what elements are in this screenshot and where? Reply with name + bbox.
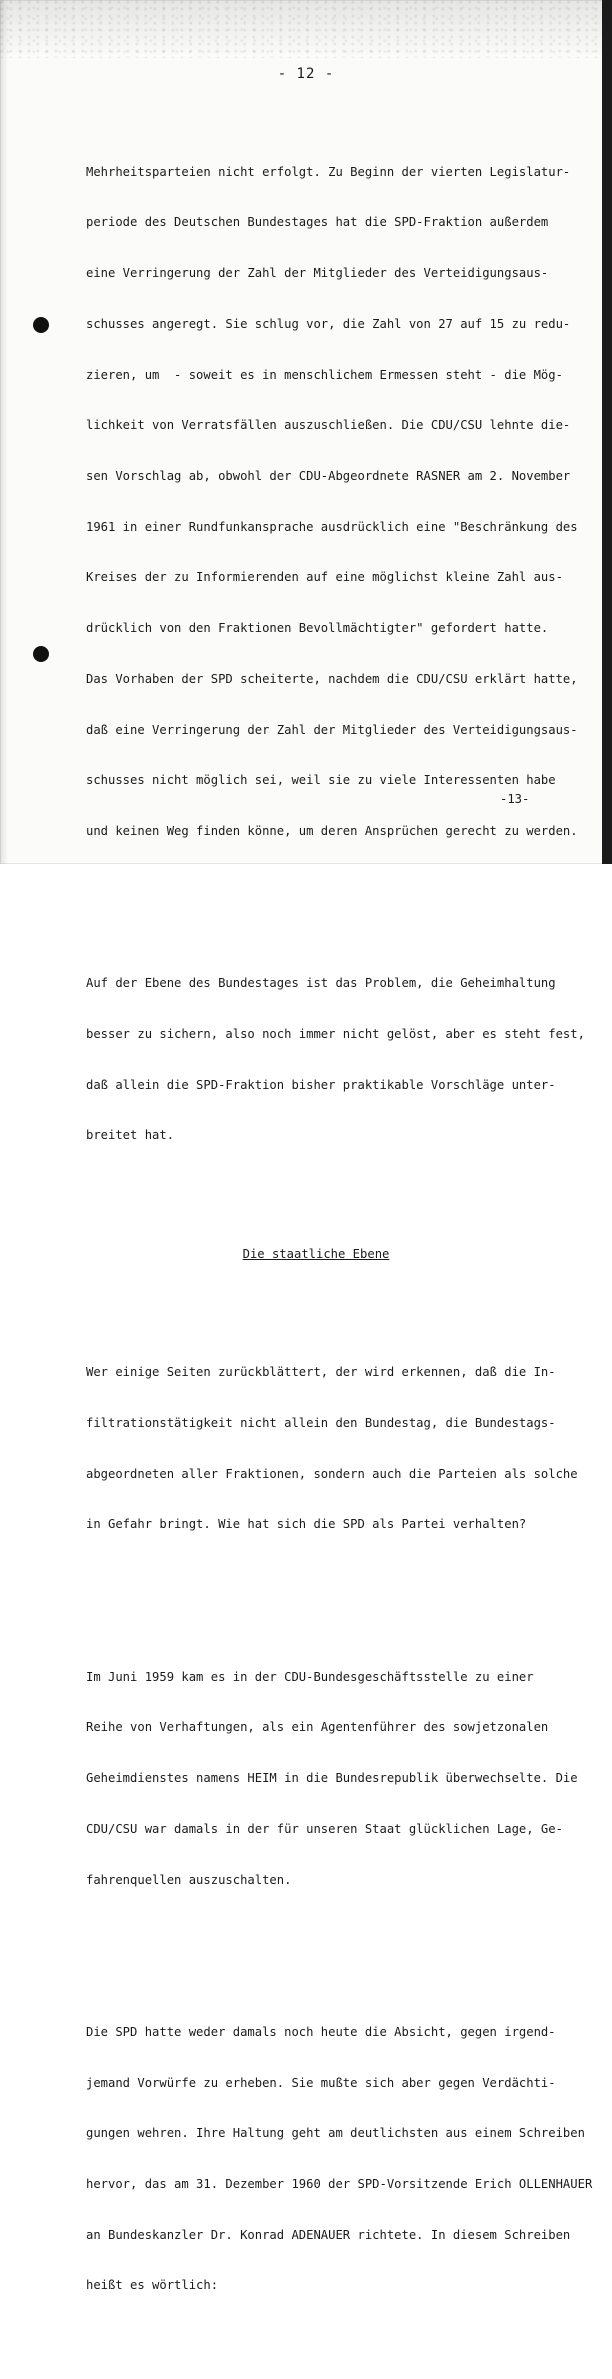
text-line: Die SPD hatte weder damals noch heute die Absicht, gegen irgend-: [86, 2024, 556, 2039]
text-line: periode des Deutschen Bundestages hat die SPD-Fraktion außerdem: [86, 215, 549, 230]
text-line: Im Juni 1959 kam es in der CDU-Bundesgeschäftsstelle zu einer: [86, 1669, 534, 1684]
text-line: eine Verringerung der Zahl der Mitglieder des Verteidigungsaus-: [86, 266, 549, 281]
text-line: breitet hat.: [86, 1128, 175, 1143]
text-line: Wer einige Seiten zurückblättert, der wird erkennen, daß die In-: [86, 1365, 556, 1380]
text-line: schusses angeregt. Sie schlug vor, die Zahl von 27 auf 15 zu redu-: [86, 316, 571, 331]
text-line: drücklich von den Fraktionen Bevollmächtigter" gefordert hatte.: [86, 621, 549, 636]
paragraph-4: [86, 1635, 586, 1922]
text-line: Mehrheitsparteien nicht erfolgt. Zu Beginn der vierten Legislatur-: [86, 164, 571, 179]
text-line: hervor, das am 31. Dezember 1960 der SPD-Vorsitzende Erich OLLENHAUER: [86, 2176, 593, 2191]
text-line: sen Vorschlag ab, obwohl der CDU-Abgeordnete RASNER am 2. November: [86, 468, 571, 483]
paragraph-3: [86, 1330, 586, 1567]
scan-right-border: [602, 0, 612, 864]
section-heading: Die staatliche Ebene: [242, 1246, 390, 1261]
text-line: lichkeit von Verratsfällen auszuschließen. Die CDU/CSU lehnte die-: [86, 418, 571, 433]
text-line: abgeordneten aller Fraktionen, sondern auch die Parteien als solche: [86, 1466, 578, 1481]
text-line: filtrationstätigkeit nicht allein den Bundestag, die Bundestags-: [86, 1415, 556, 1430]
text-line: gungen wehren. Ihre Haltung geht am deutlichsten aus einem Schreiben: [86, 2126, 585, 2141]
text-line: fahrenquellen auszuschalten.: [86, 1872, 292, 1887]
page-number: - 12 -: [277, 66, 335, 82]
text-line: daß eine Verringerung der Zahl der Mitglieder des Verteidigungsaus-: [86, 722, 578, 737]
text-line: zieren, um - soweit es in menschlichem Ermessen steht - die Mög-: [86, 367, 563, 382]
text-line: besser zu sichern, also noch immer nicht gelöst, aber es steht fest,: [86, 1026, 585, 1041]
text-line: Kreises der zu Informierenden auf eine möglichst kleine Zahl aus-: [86, 570, 563, 585]
text-line: Reihe von Verhaftungen, als ein Agentenführer des sowjetzonalen: [86, 1720, 549, 1735]
text-line: Geheimdienstes namens HEIM in die Bundesrepublik überwechselte. Die: [86, 1771, 578, 1786]
text-line: schusses nicht möglich sei, weil sie zu viele Interessenten habe: [86, 773, 556, 788]
scan-edge-noise: [0, 0, 612, 58]
text-line: CDU/CSU war damals in der für unseren Staat glücklichen Lage, Ge-: [86, 1821, 563, 1836]
text-line: und keinen Weg finden könne, um deren Ansprüchen gerecht zu werden.: [86, 823, 578, 838]
paragraph-2: [86, 941, 586, 1178]
text-line: heißt es wörtlich:: [86, 2278, 219, 2293]
paragraph-1: [86, 130, 586, 874]
punch-hole-icon: [33, 646, 49, 662]
text-line: daß allein die SPD-Fraktion bisher praktikable Vorschläge unter-: [86, 1077, 556, 1092]
text-line: Auf der Ebene des Bundestages ist das Problem, die Geheimhaltung: [86, 976, 556, 991]
next-page-reference: -13-: [500, 792, 530, 806]
scan-left-shadow: [0, 0, 8, 864]
text-line: Das Vorhaben der SPD scheiterte, nachdem die CDU/CSU erklärt hatte,: [86, 671, 578, 686]
punch-hole-icon: [33, 317, 49, 333]
text-line: 1961 in einer Rundfunkansprache ausdrücklich eine "Beschränkung des: [86, 519, 578, 534]
paragraph-5: [86, 1990, 593, 2328]
body-text: [86, 96, 593, 2379]
text-line: an Bundeskanzler Dr. Konrad ADENAUER richtete. In diesem Schreiben: [86, 2227, 571, 2242]
text-line: jemand Vorwürfe zu erheben. Sie mußte sich aber gegen Verdächti-: [86, 2075, 556, 2090]
text-line: in Gefahr bringt. Wie hat sich die SPD als Partei verhalten?: [86, 1517, 527, 1532]
